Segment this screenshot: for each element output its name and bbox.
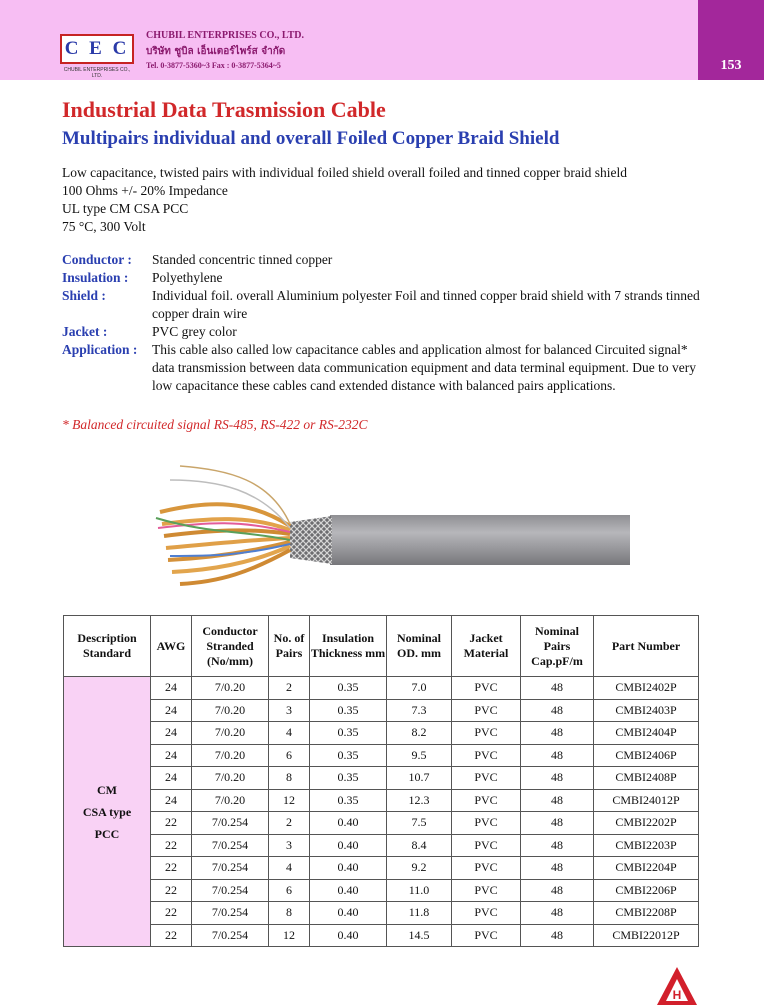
spec-application — [62, 341, 712, 395]
table-cell: PVC — [452, 857, 521, 880]
spec-label: Conductor : — [62, 252, 132, 267]
table-cell: 12.3 — [387, 789, 452, 812]
table-cell: 0.40 — [310, 812, 387, 835]
table-cell: 24 — [151, 699, 192, 722]
table-cell: PVC — [452, 744, 521, 767]
table-cell: CMBI2403P — [594, 699, 699, 722]
table-cell: CMBI22012P — [594, 924, 699, 947]
table-cell: 3 — [269, 834, 310, 857]
spec-value: PVC grey color — [152, 324, 237, 339]
description — [62, 164, 722, 236]
table-cell: 4 — [269, 722, 310, 745]
page-header — [0, 0, 764, 80]
description-line: Low capacitance, twisted pairs with individual foiled shield overall foiled and tinned copper braid shield — [62, 165, 627, 180]
table-cell: PVC — [452, 834, 521, 857]
table-cell: PVC — [452, 879, 521, 902]
table-cell: 48 — [521, 902, 594, 925]
table-cell: CMBI2406P — [594, 744, 699, 767]
table-cell: 4 — [269, 857, 310, 880]
table-cell: 2 — [269, 812, 310, 835]
header-description: Description Standard — [64, 616, 151, 677]
table-row — [64, 767, 699, 790]
table-cell: 22 — [151, 857, 192, 880]
standard-line: CSA type — [82, 804, 132, 819]
description-line: 75 °C, 300 Volt — [62, 219, 146, 234]
table-row — [64, 857, 699, 880]
table-cell: 7/0.20 — [192, 722, 269, 745]
table-cell: CMBI2208P — [594, 902, 699, 925]
page-number: 153 — [720, 58, 742, 73]
table-cell: 8.2 — [387, 722, 452, 745]
header-awg: AWG — [151, 616, 192, 677]
table-row — [64, 834, 699, 857]
table-cell: 48 — [521, 924, 594, 947]
table-cell: 12 — [269, 789, 310, 812]
table-cell: 7/0.20 — [192, 789, 269, 812]
header-conductor: Conductor Stranded (No/mm) — [192, 616, 269, 677]
table-cell: 22 — [151, 924, 192, 947]
table-cell: 7.5 — [387, 812, 452, 835]
table-cell: 7.0 — [387, 677, 452, 700]
table-cell: 9.5 — [387, 744, 452, 767]
spec-label: Shield : — [62, 288, 106, 303]
spec-value: This cable also called low capacitance cables and application almost for balanced Circuited signal* data transmission between data communication equipment and data terminal equipment. Due to very low capacitance these cables cand extended distance with balanced pairs applications. — [152, 342, 696, 393]
spec-jacket — [62, 323, 712, 341]
table-cell: 24 — [151, 767, 192, 790]
table-cell: 24 — [151, 744, 192, 767]
table-row — [64, 902, 699, 925]
table-cell: CMBI2203P — [594, 834, 699, 857]
cable-spec-table — [63, 615, 699, 947]
table-cell: 0.40 — [310, 834, 387, 857]
table-row — [64, 879, 699, 902]
table-cell: CMBI24012P — [594, 789, 699, 812]
cable-braid-shield — [290, 516, 332, 564]
table-cell: 24 — [151, 722, 192, 745]
table-cell: 11.0 — [387, 879, 452, 902]
table-cell: 0.40 — [310, 902, 387, 925]
table-cell: CMBI2206P — [594, 879, 699, 902]
logo-subtext: CHUBIL ENTERPRISES CO., LTD. — [63, 67, 131, 79]
table-cell: 48 — [521, 857, 594, 880]
spec-conductor — [62, 251, 712, 269]
table-cell: 22 — [151, 902, 192, 925]
table-cell: 22 — [151, 879, 192, 902]
table-cell: PVC — [452, 924, 521, 947]
table-cell: PVC — [452, 812, 521, 835]
table-cell: 2 — [269, 677, 310, 700]
table-cell: 7/0.254 — [192, 902, 269, 925]
page-title: Industrial Data Trasmission Cable — [62, 97, 386, 122]
table-cell: 7/0.20 — [192, 767, 269, 790]
table-cell: 8 — [269, 767, 310, 790]
table-cell: 7/0.254 — [192, 812, 269, 835]
table-cell: PVC — [452, 789, 521, 812]
table-row — [64, 812, 699, 835]
table-cell: CMBI2404P — [594, 722, 699, 745]
table-cell: 7/0.254 — [192, 879, 269, 902]
table-cell: 8.4 — [387, 834, 452, 857]
spec-value: Polyethylene — [152, 270, 223, 285]
table-cell: 24 — [151, 789, 192, 812]
table-cell: 48 — [521, 812, 594, 835]
table-cell: 48 — [521, 699, 594, 722]
table-cell: 7/0.254 — [192, 924, 269, 947]
description-line: UL type CM CSA PCC — [62, 201, 189, 216]
table-cell: 22 — [151, 812, 192, 835]
table-cell: 7/0.254 — [192, 857, 269, 880]
header-pairs: No. of Pairs — [269, 616, 310, 677]
table-cell: 6 — [269, 879, 310, 902]
standard-cell — [64, 677, 151, 947]
table-row — [64, 699, 699, 722]
table-row — [64, 924, 699, 947]
company-contact: Tel. 0-3877-5360~3 Fax : 0-3877-5364~5 — [146, 61, 281, 70]
table-cell: 7/0.20 — [192, 699, 269, 722]
table-cell: 7/0.20 — [192, 677, 269, 700]
spec-value: Standed concentric tinned copper — [152, 252, 333, 267]
table-cell: 0.40 — [310, 924, 387, 947]
table-cell: PVC — [452, 902, 521, 925]
table-cell: CMBI2204P — [594, 857, 699, 880]
table-cell: 3 — [269, 699, 310, 722]
table-cell: 48 — [521, 789, 594, 812]
table-row — [64, 722, 699, 745]
table-cell: 0.40 — [310, 879, 387, 902]
table-cell: 7.3 — [387, 699, 452, 722]
company-name: CHUBIL ENTERPRISES CO., LTD. — [146, 30, 305, 41]
spec-label: Application : — [62, 342, 138, 357]
table-cell: 0.35 — [310, 677, 387, 700]
table-cell: PVC — [452, 699, 521, 722]
table-cell: 48 — [521, 677, 594, 700]
table-cell: 0.35 — [310, 767, 387, 790]
table-cell: 0.35 — [310, 744, 387, 767]
spec-value: Individual foil. overall Aluminium polyester Foil and tinned copper braid shield with 7 strands tinned copper drain wire — [152, 288, 700, 321]
table-header-row — [64, 616, 699, 677]
cable-image — [150, 460, 630, 590]
header-capacitance: Nominal Pairs Cap.pF/m — [521, 616, 594, 677]
table-cell: 9.2 — [387, 857, 452, 880]
spec-label: Insulation : — [62, 270, 129, 285]
table-row — [64, 744, 699, 767]
table-cell: PVC — [452, 767, 521, 790]
table-cell: 22 — [151, 834, 192, 857]
table-cell: 0.35 — [310, 789, 387, 812]
header-od: Nominal OD. mm — [387, 616, 452, 677]
table-cell: CMBI2408P — [594, 767, 699, 790]
spec-list — [62, 251, 712, 395]
table-row — [64, 789, 699, 812]
company-name-thai: บริษัท ชูบิล เอ็นเตอร์ไพร์ส จำกัด — [146, 46, 286, 57]
table-cell: 7/0.20 — [192, 744, 269, 767]
page-subtitle: Multipairs individual and overall Foiled Copper Braid Shield — [62, 128, 560, 149]
table-cell: 24 — [151, 677, 192, 700]
cec-logo: C E C — [60, 34, 134, 64]
table-cell: 11.8 — [387, 902, 452, 925]
table-cell: 14.5 — [387, 924, 452, 947]
standard-line: PCC — [94, 826, 120, 841]
table-cell: 0.35 — [310, 722, 387, 745]
header-jacket: Jacket Material — [452, 616, 521, 677]
table-cell: 12 — [269, 924, 310, 947]
cable-pairs — [156, 466, 290, 584]
table-cell: PVC — [452, 722, 521, 745]
table-cell: 8 — [269, 902, 310, 925]
brand-logo — [655, 965, 699, 1007]
table-row — [64, 677, 699, 700]
brand-logo-letter: H — [672, 988, 682, 1002]
table-cell: 7/0.254 — [192, 834, 269, 857]
table-cell: 48 — [521, 744, 594, 767]
table-cell: 10.7 — [387, 767, 452, 790]
table-cell: PVC — [452, 677, 521, 700]
table-cell: 48 — [521, 767, 594, 790]
header-insulation: Insulation Thickness mm — [310, 616, 387, 677]
table-cell: 0.35 — [310, 699, 387, 722]
balanced-signal-note: * Balanced circuited signal RS-485, RS-422 or RS-232C — [62, 417, 368, 432]
header-part-number: Part Number — [594, 616, 699, 677]
table-cell: CMBI2402P — [594, 677, 699, 700]
table-cell: 0.40 — [310, 857, 387, 880]
cable-jacket — [330, 515, 630, 565]
table-cell: CMBI2202P — [594, 812, 699, 835]
standard-line: CM — [97, 782, 117, 797]
table-cell: 6 — [269, 744, 310, 767]
table-cell: 48 — [521, 834, 594, 857]
spec-shield — [62, 287, 712, 323]
table-cell: 48 — [521, 879, 594, 902]
spec-insulation — [62, 269, 712, 287]
spec-label: Jacket : — [62, 324, 108, 339]
table-cell: 48 — [521, 722, 594, 745]
description-line: 100 Ohms +/- 20% Impedance — [62, 183, 228, 198]
